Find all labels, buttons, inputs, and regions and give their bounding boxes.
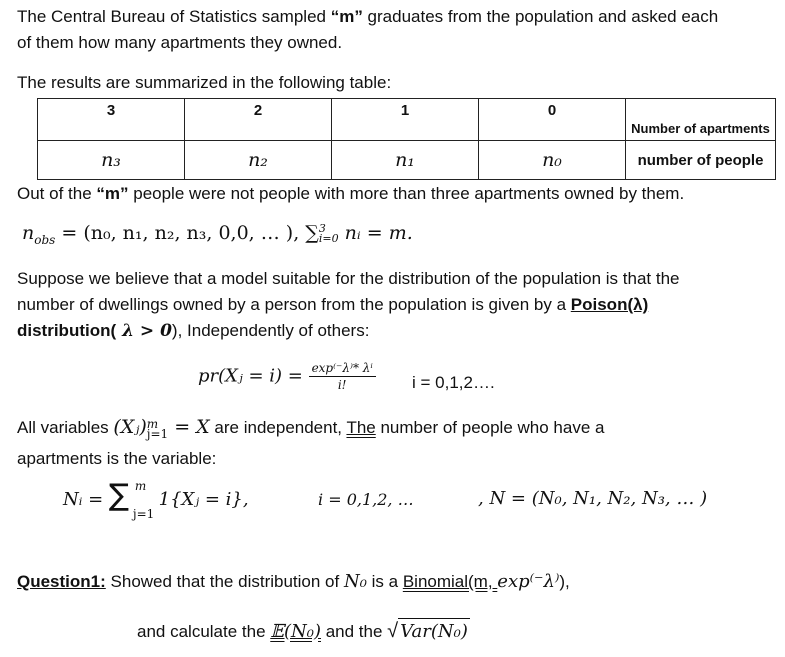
question-line-2 xyxy=(137,618,470,645)
table-cell: 2 xyxy=(185,99,332,141)
question-line-1 xyxy=(17,569,570,595)
allvars-limits xyxy=(146,416,169,441)
allvars-text-a: All variables xyxy=(17,418,114,437)
binomial-prob: exp⁽⁻λ⁾ xyxy=(497,571,560,592)
nobs-sum-sup: 3 xyxy=(318,222,326,235)
out-of-text-b: people were not people with more than three apartments owned by them. xyxy=(128,184,685,203)
ni-body: 1{Xⱼ = i}, xyxy=(152,489,249,510)
ni-sum-sub: j=1 xyxy=(132,507,155,521)
results-table xyxy=(37,98,776,180)
suppose-line-2 xyxy=(17,292,648,318)
intro-text-a: The Central Bureau of Statistics sampled xyxy=(17,7,331,26)
sqrt-icon: √ xyxy=(387,620,399,642)
pmf-fraction xyxy=(309,360,376,393)
intro-line-1 xyxy=(17,4,718,30)
pmf-formula xyxy=(198,360,376,393)
table-cell: n₁ xyxy=(332,141,479,180)
intro-m: “m” xyxy=(330,7,363,26)
allvars-line-2: apartments is the variable: xyxy=(17,449,217,468)
expectation: 𝔼(N₀) xyxy=(270,621,321,642)
ni-sum xyxy=(109,480,153,520)
allvars-sup: m xyxy=(146,416,159,431)
table-intro: The results are summarized in the following table: xyxy=(17,73,392,92)
allvars-math: (Xⱼ) xyxy=(113,416,147,438)
suppose-line-3 xyxy=(17,318,369,344)
table-cell: n₂ xyxy=(185,141,332,180)
question-n0: N₀ xyxy=(343,571,367,592)
table-row-people xyxy=(38,141,776,180)
question-line2-a: and calculate the xyxy=(137,622,271,641)
table-cell: 0 xyxy=(479,99,626,141)
nobs-tail: nᵢ = m. xyxy=(338,222,413,244)
out-of-line xyxy=(17,181,684,207)
ni-range: i = 0,1,2, … xyxy=(318,490,414,509)
suppose-text-a: number of dwellings owned by a person from the population is given by a xyxy=(17,295,571,314)
pmf-lhs: pr(Xⱼ = i) = xyxy=(198,365,309,387)
lambda-condition: λ > 0 xyxy=(116,321,172,341)
nobs-rhs: = (n₀, n₁, n₂, n₃, 0,0, … ), ∑ xyxy=(55,222,319,244)
suppose-line-1: Suppose we believe that a model suitable for the distribution of the population is that the xyxy=(17,269,680,288)
ni-lhs: Nᵢ = xyxy=(63,489,109,510)
table-label-people: number of people xyxy=(626,141,776,180)
question-text-b: is a xyxy=(366,572,403,591)
n-vector: , N = (N₀, N₁, N₂, N₃, … ) xyxy=(478,488,708,509)
table-cell: n₀ xyxy=(479,141,626,180)
allvars-text-b: are independent, xyxy=(209,418,347,437)
allvars-sub: j=1 xyxy=(146,426,169,441)
binomial-term xyxy=(403,572,497,591)
question-line2-b: and the xyxy=(321,622,388,641)
sum-symbol-icon: ∑ xyxy=(108,478,130,513)
pmf-denominator: i! xyxy=(337,378,347,392)
nobs-lhs-sub: obs xyxy=(34,232,56,247)
distribution-word: distribution( xyxy=(17,321,117,340)
nobs-formula xyxy=(22,222,413,247)
out-of-text-a: Out of the xyxy=(17,184,97,203)
intro-text-b: graduates from the population and asked each xyxy=(362,7,719,26)
variance: Var(N₀) xyxy=(398,618,470,645)
nobs-lhs: n xyxy=(22,222,35,244)
question-text-a: Showed that the distribution of xyxy=(105,572,344,591)
ni-sum-sup: m xyxy=(134,479,147,493)
binomial-end: ), xyxy=(559,572,570,591)
pmf-numerator: exp⁽⁻λ⁾* λⁱ xyxy=(309,360,376,377)
nobs-sum-sub: i=0 xyxy=(318,232,339,245)
allvars-the: The xyxy=(346,418,376,437)
table-cell: 3 xyxy=(38,99,185,141)
table-label-apartments: Number of apartments xyxy=(626,99,776,141)
binomial-text: Binomial(m, xyxy=(402,572,498,591)
ni-formula xyxy=(63,480,249,520)
allvars-line-1 xyxy=(17,414,604,441)
intro-line-2: of them how many apartments they owned. xyxy=(17,33,343,52)
nobs-sum-limits xyxy=(319,224,339,244)
pmf-range: i = 0,1,2…. xyxy=(412,373,495,392)
allvars-eq: = X xyxy=(168,416,210,438)
poisson-term: Poison(λ) xyxy=(570,295,649,314)
question-label: Question1: xyxy=(17,572,106,591)
table-cell: n₃ xyxy=(38,141,185,180)
allvars-text-c: number of people who have a xyxy=(375,418,605,437)
suppose-text-c: ), Independently of others: xyxy=(171,321,370,340)
table-row-apartments xyxy=(38,99,776,141)
out-of-m: “m” xyxy=(96,184,129,203)
table-cell: 1 xyxy=(332,99,479,141)
